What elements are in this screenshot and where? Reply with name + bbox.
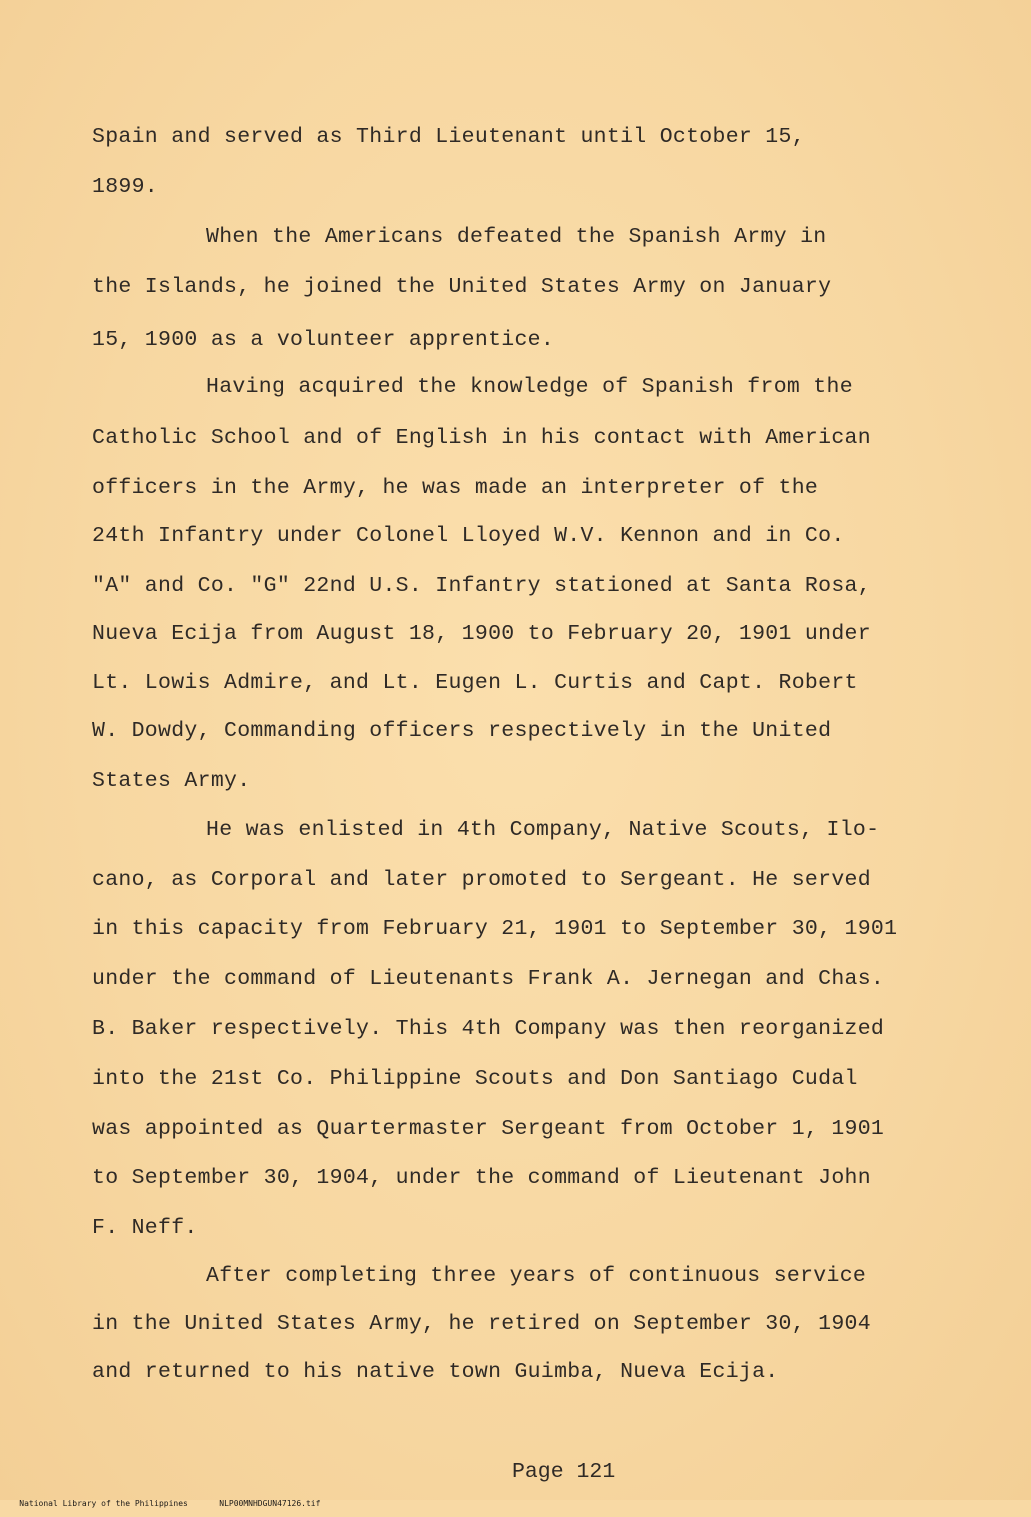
text-line: in this capacity from February 21, 1901 to September 30, 1901	[92, 917, 898, 941]
text-line: cano, as Corporal and later promoted to Sergeant. He served	[92, 868, 871, 892]
text-line: 24th Infantry under Colonel Lloyed W.V. Kennon and in Co.	[92, 524, 845, 548]
text-line: Spain and served as Third Lieutenant until October 15,	[92, 125, 805, 149]
text-line: Nueva Ecija from August 18, 1900 to February 20, 1901 under	[92, 622, 871, 646]
text-line: under the command of Lieutenants Frank A. Jernegan and Chas.	[92, 967, 885, 991]
text-line: into the 21st Co. Philippine Scouts and Don Santiago Cudal	[92, 1067, 858, 1091]
text-line: officers in the Army, he was made an interpreter of the	[92, 476, 819, 500]
text-line: F. Neff.	[92, 1216, 198, 1240]
scan-footer	[0, 1490, 320, 1517]
scan-filename: NLP00MNHDGUN47126.tif	[219, 1499, 321, 1508]
page-number: Page 121	[512, 1460, 616, 1484]
text-line: Lt. Lowis Admire, and Lt. Eugen L. Curtis and Capt. Robert	[92, 671, 858, 695]
text-line: Catholic School and of English in his contact with American	[92, 426, 871, 450]
text-line: He was enlisted in 4th Company, Native Scouts, Ilo-	[206, 818, 880, 842]
text-line: to September 30, 1904, under the command of Lieutenant John	[92, 1166, 871, 1190]
text-line: the Islands, he joined the United States Army on January	[92, 275, 832, 299]
text-line: W. Dowdy, Commanding officers respectively in the United	[92, 719, 832, 743]
text-line: 1899.	[92, 175, 159, 199]
library-credit: National Library of the Philippines	[19, 1499, 188, 1508]
text-line: States Army.	[92, 769, 251, 793]
text-line: "A" and Co. "G" 22nd U.S. Infantry stationed at Santa Rosa,	[92, 574, 871, 598]
text-line: in the United States Army, he retired on September 30, 1904	[92, 1312, 871, 1336]
text-line: Having acquired the knowledge of Spanish from the	[206, 375, 853, 399]
text-line: After completing three years of continuous service	[206, 1264, 867, 1288]
text-line: B. Baker respectively. This 4th Company was then reorganized	[92, 1017, 885, 1041]
text-line: 15, 1900 as a volunteer apprentice.	[92, 328, 555, 352]
text-line: was appointed as Quartermaster Sergeant from October 1, 1901	[92, 1117, 885, 1141]
text-line: When the Americans defeated the Spanish Army in	[206, 225, 827, 249]
text-line: and returned to his native town Guimba, Nueva Ecija.	[92, 1360, 779, 1384]
